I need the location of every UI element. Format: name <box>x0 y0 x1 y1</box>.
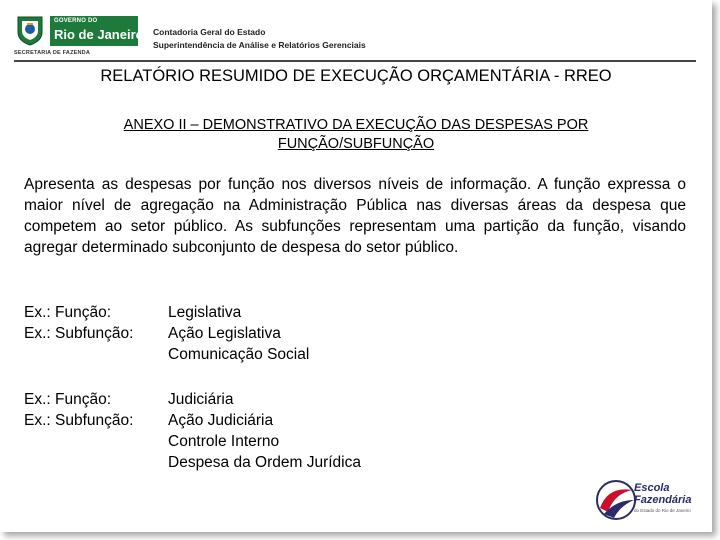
secretaria-label: SECRETARIA DE FAZENDA <box>14 50 91 56</box>
escola-fazendaria-logo <box>594 474 704 524</box>
governo-badge <box>50 16 144 46</box>
subfuncao-value: Ação Judiciária <box>168 412 274 429</box>
subfuncao-label: Ex.: Subfunção: <box>24 412 134 429</box>
funcao-label: Ex.: Função: <box>24 304 112 321</box>
example-judiciaria <box>24 389 361 473</box>
rio-de-janeiro-label: Rio de Janeiro <box>54 27 144 42</box>
example-legislativa <box>24 302 309 365</box>
subfuncao-value: Despesa da Ordem Jurídica <box>168 454 361 471</box>
subfuncao-value: Controle Interno <box>168 433 280 450</box>
funcao-value: Legislativa <box>168 304 242 321</box>
subfuncao-value: Comunicação Social <box>168 346 310 363</box>
funcao-value: Judiciária <box>168 391 234 408</box>
description-paragraph: Apresenta as despesas por função nos diversos níveis de informação. A função expressa o maior nível de agregação na Administração Pública nas diversas áreas da despesa que competem ao setor público. As subfunções representam uma partição da função, visando agregar determinado subconjunto de despesa do setor público. <box>24 176 686 256</box>
page-subtitle <box>50 116 662 154</box>
org-line-1: Contadoria Geral do Estado <box>153 27 266 37</box>
funcao-label: Ex.: Função: <box>24 391 112 408</box>
subfuncao-label: Ex.: Subfunção: <box>24 325 134 342</box>
org-line-2: Superintendência de Análise e Relatórios Gerenciais <box>153 40 366 50</box>
governo-rj-logo <box>14 14 144 56</box>
escola-swoosh-icon <box>594 478 638 522</box>
escola-line-2: Fazendária <box>634 494 692 506</box>
state-crest-icon <box>14 14 46 46</box>
escola-line-1: Escola <box>634 482 670 494</box>
subfuncao-value: Ação Legislativa <box>168 325 281 342</box>
header-divider <box>14 60 696 62</box>
organization-header <box>153 26 366 52</box>
subtitle-line-2: FUNÇÃO/SUBFUNÇÃO <box>277 136 435 152</box>
escola-line-3: do Estado do Rio de Janeiro <box>634 508 691 513</box>
subtitle-line-1: ANEXO II – DEMONSTRATIVO DA EXECUÇÃO DAS DESPESAS POR <box>123 117 589 133</box>
page-title: RELATÓRIO RESUMIDO DE EXECUÇÃO ORÇAMENTÁRIA - RREO <box>100 67 612 85</box>
governo-label: GOVERNO DO <box>54 18 98 24</box>
